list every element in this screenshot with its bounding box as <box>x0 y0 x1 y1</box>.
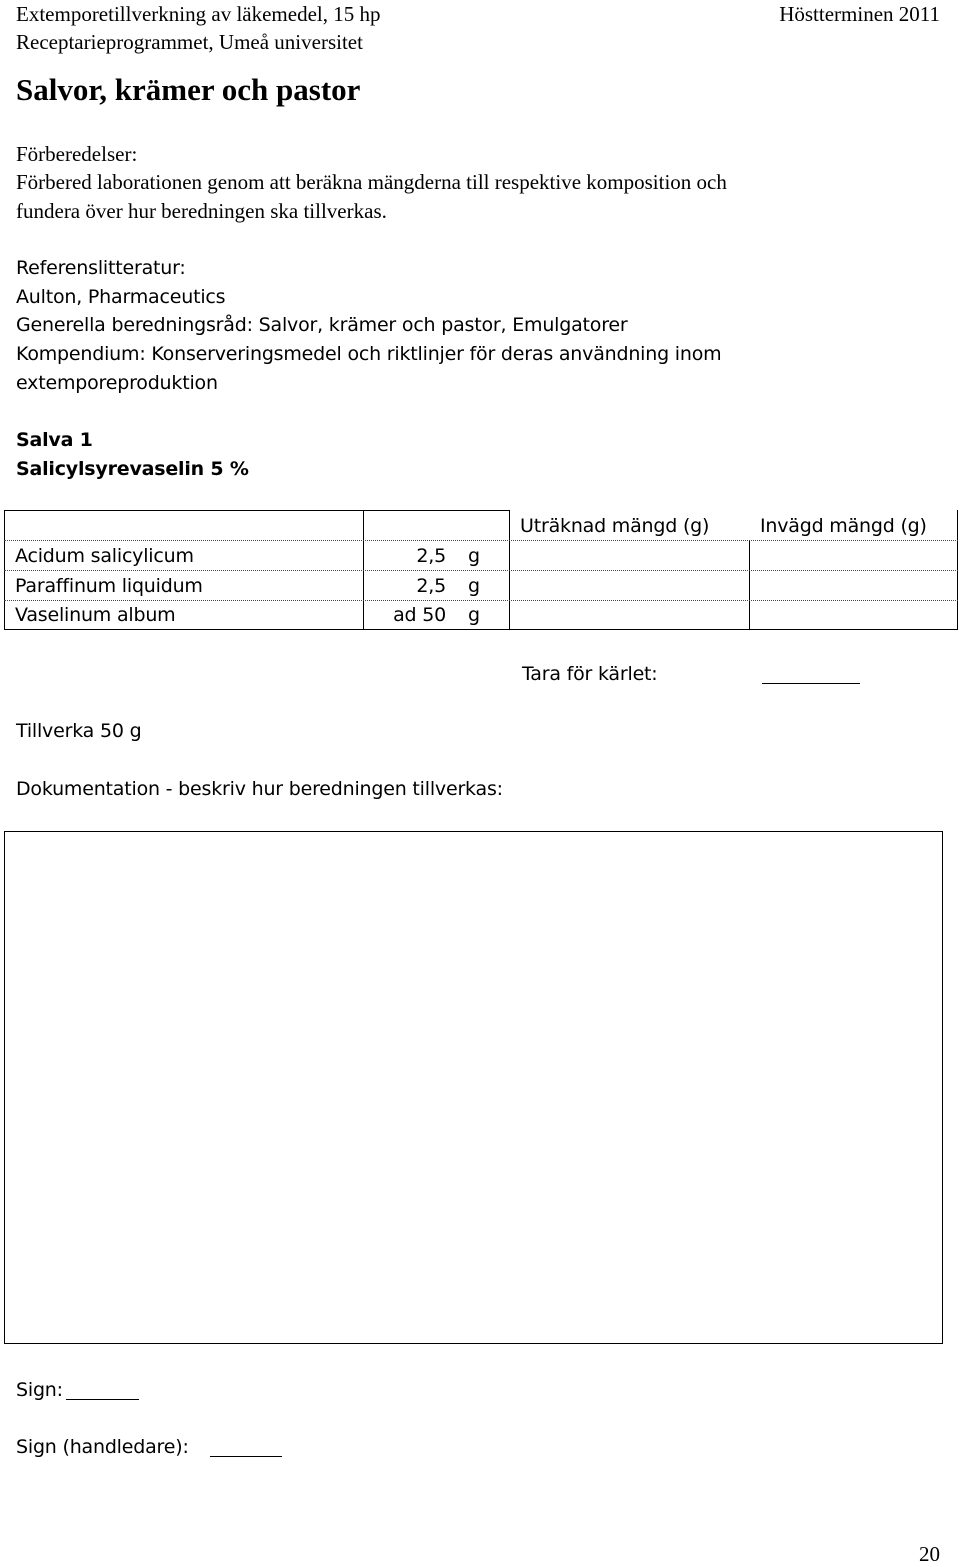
program-label: Receptarieprogrammet, Umeå universitet <box>16 30 363 54</box>
column-header-weighed: Invägd mängd (g) <box>760 515 927 537</box>
ingredient-unit: g <box>468 545 480 567</box>
supervisor-sign-line[interactable] <box>210 1456 282 1457</box>
preparations-heading: Förberedelser: <box>16 142 138 166</box>
produce-instruction: Tillverka 50 g <box>16 720 142 742</box>
ingredient-amount: 2,5 <box>416 575 446 597</box>
term-label: Höstterminen 2011 <box>779 2 940 26</box>
preparations-line-1: Förbered laborationen genom att beräkna mängderna till respektive komposition och <box>16 170 727 194</box>
ingredient-unit: g <box>468 575 480 597</box>
references-heading: Referenslitteratur: <box>16 257 186 279</box>
tare-label: Tara för kärlet: <box>522 663 658 685</box>
sign-label: Sign: <box>16 1379 63 1401</box>
page-number: 20 <box>919 1542 940 1566</box>
reference-item: Generella beredningsråd: Salvor, krämer och pastor, Emulgatorer <box>16 314 628 336</box>
page-title: Salvor, krämer och pastor <box>16 72 361 107</box>
column-header-calculated: Uträknad mängd (g) <box>520 515 710 537</box>
preparations-line-2: fundera över hur beredningen ska tillverkas. <box>16 199 387 223</box>
ingredient-name: Acidum salicylicum <box>15 545 194 567</box>
course-title: Extemporetillverkning av läkemedel, 15 hp <box>16 2 381 26</box>
ingredient-name: Paraffinum liquidum <box>15 575 203 597</box>
reference-item: Kompendium: Konserveringsmedel och riktlinjer för deras användning inom <box>16 343 722 365</box>
documentation-label: Dokumentation - beskriv hur beredningen tillverkas: <box>16 778 503 800</box>
reference-item: extemporeproduktion <box>16 372 218 394</box>
tare-input-line[interactable] <box>762 683 860 684</box>
supervisor-sign-label: Sign (handledare): <box>16 1436 189 1458</box>
ingredient-amount: ad 50 <box>393 604 446 626</box>
sign-line[interactable] <box>66 1399 139 1400</box>
documentation-box[interactable] <box>4 831 943 1344</box>
ingredients-table <box>4 510 958 630</box>
ingredient-amount: 2,5 <box>416 545 446 567</box>
reference-item: Aulton, Pharmaceutics <box>16 286 226 308</box>
recipe-name: Salva 1 <box>16 429 93 451</box>
ingredient-name: Vaselinum album <box>15 604 176 626</box>
ingredient-unit: g <box>468 604 480 626</box>
recipe-subtitle: Salicylsyrevaselin 5 % <box>16 458 249 480</box>
